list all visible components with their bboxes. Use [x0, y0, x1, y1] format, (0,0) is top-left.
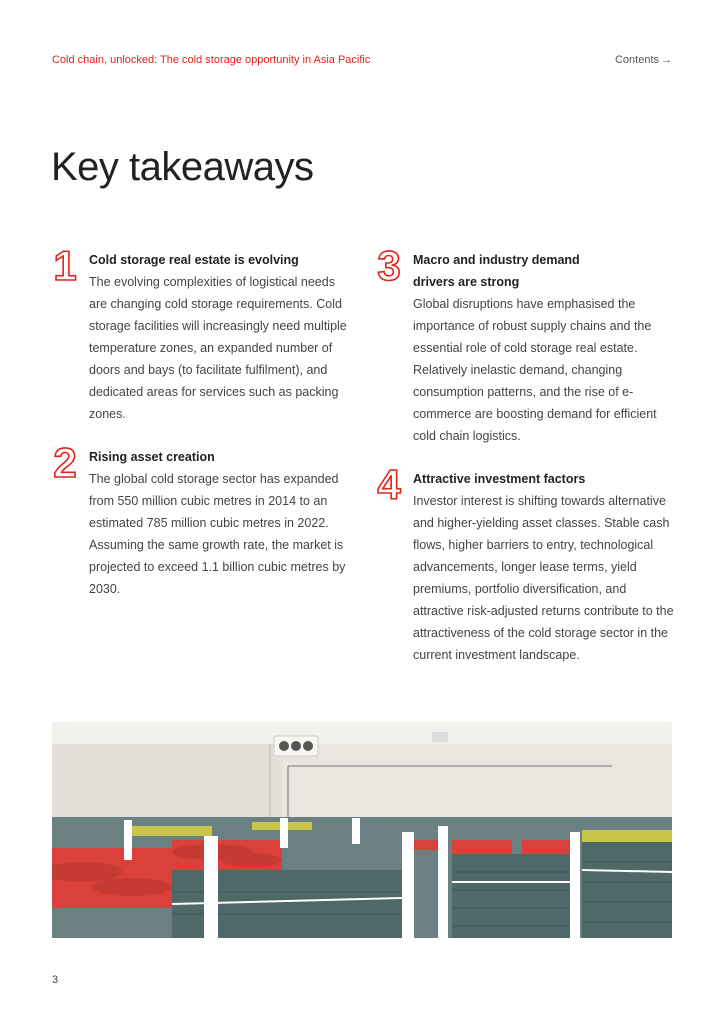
- contents-link[interactable]: [615, 54, 672, 66]
- takeaway-1: [53, 243, 351, 425]
- page-title: Key takeaways: [51, 145, 314, 189]
- takeaway-body: The evolving complexities of logistical needs are changing cold storage requirements. Cold storage facilities will increasingly need multiple temperature zones, an expanded number of doors and bays (to facilitate fulfilment), and dedicated areas for services such as packing zones.: [89, 275, 347, 421]
- page-number: 3: [52, 974, 59, 986]
- svg-text:4: 4: [377, 462, 401, 506]
- number-4-icon: [373, 462, 405, 506]
- svg-text:2: 2: [53, 440, 77, 484]
- svg-text:3: 3: [377, 243, 401, 287]
- contents-label: Contents: [614, 54, 659, 66]
- number-3-icon: [373, 243, 405, 287]
- takeaway-body: Global disruptions have emphasised the importance of robust supply chains and the essential role of cold storage real estate. Relatively inelastic demand, changing consumption patterns, and the rise of e-commerce are boosting demand for efficient cold chain logistics.: [413, 297, 657, 443]
- takeaway-3: [377, 243, 675, 447]
- number-2-icon: [49, 440, 81, 484]
- number-1-icon: [49, 243, 81, 287]
- report-title: Cold chain, unlocked: The cold storage opportunity in Asia Pacific: [52, 54, 371, 66]
- arrow-right-icon: →: [661, 54, 672, 66]
- cold-storage-photo: [52, 722, 672, 938]
- takeaway-title: Rising asset creation: [89, 450, 215, 464]
- takeaway-body: The global cold storage sector has expanded from 550 million cubic metres in 2014 to an estimated 785 million cubic metres in 2022. Assuming the same growth rate, the market is projected to exceed 1.1 billion cubic metres by 2030.: [89, 472, 346, 596]
- takeaway-2: [53, 440, 351, 600]
- takeaway-title: Macro and industry demand drivers are strong: [413, 253, 580, 289]
- takeaway-body: Investor interest is shifting towards alternative and higher-yielding asset classes. Stable cash flows, higher barriers to entry, technological advancements, longer lease terms, yield premiums, portfolio diversification, and attractive risk-adjusted returns contribute to the attractiveness of the cold storage sector in the current investment landscape.: [413, 494, 674, 662]
- cold-storage-illustration: [52, 722, 672, 938]
- svg-text:1: 1: [53, 243, 77, 287]
- takeaway-title: Cold storage real estate is evolving: [89, 253, 299, 267]
- takeaway-title: Attractive investment factors: [413, 472, 586, 486]
- takeaway-4: [377, 462, 675, 666]
